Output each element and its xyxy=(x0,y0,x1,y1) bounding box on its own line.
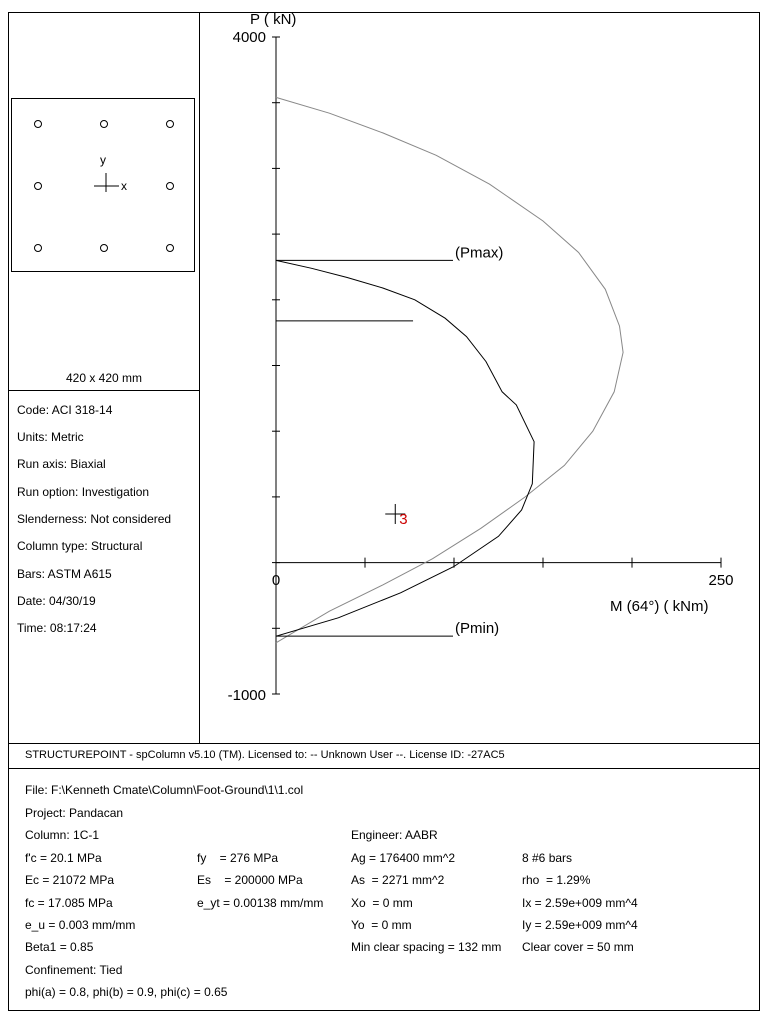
es-value: Es = 200000 MPa xyxy=(197,873,303,887)
rebar-icon xyxy=(35,245,42,252)
rho-value: rho = 1.29% xyxy=(522,873,591,887)
x-tick-label-zero: 0 xyxy=(271,572,281,589)
min-clear-spacing: Min clear spacing = 132 mm xyxy=(351,940,502,954)
ix-value: Ix = 2.59e+009 mm^4 xyxy=(522,896,638,910)
x-tick-label-max: 250 xyxy=(708,572,734,589)
project-name: Project: Pandacan xyxy=(25,806,124,820)
info-units: Units: Metric xyxy=(17,430,84,444)
xo-value: Xo = 0 mm xyxy=(351,896,413,910)
chart-axes xyxy=(272,37,721,694)
info-run-option: Run option: Investigation xyxy=(17,485,150,499)
yo-value: Yo = 0 mm xyxy=(351,918,412,932)
confinement-value: Confinement: Tied xyxy=(25,963,123,977)
chart-curves xyxy=(276,97,623,642)
section-svg xyxy=(12,99,196,273)
section-y-label: y xyxy=(100,153,106,167)
bars-count: 8 #6 bars xyxy=(522,851,573,865)
banner-top-divider xyxy=(8,743,760,744)
eyt-value: e_yt = 0.00138 mm/mm xyxy=(197,896,324,910)
x-axis-label: M (64°) ( kNm) xyxy=(610,598,709,615)
y-axis-label: P ( kN) xyxy=(250,12,297,28)
y-tick-label-bottom: -1000 xyxy=(227,687,266,704)
interaction-diagram xyxy=(200,12,760,743)
phi-values: phi(a) = 0.8, phi(b) = 0.9, phi(c) = 0.65 xyxy=(25,985,228,999)
engineer-name: Engineer: AABR xyxy=(351,828,438,842)
rebar-icon xyxy=(167,183,174,190)
ag-value: Ag = 176400 mm^2 xyxy=(351,851,456,865)
column-section-sketch xyxy=(11,98,195,272)
chart-marks xyxy=(276,244,503,637)
rebar-icon xyxy=(101,245,108,252)
info-code: Code: ACI 318-14 xyxy=(17,403,113,417)
as-value: As = 2271 mm^2 xyxy=(351,873,445,887)
load-point-label: 3 xyxy=(399,510,408,528)
ec-value: Ec = 21072 MPa xyxy=(25,873,115,887)
fc2-value: fc = 17.085 MPa xyxy=(25,896,113,910)
info-time: Time: 08:17:24 xyxy=(17,621,97,635)
info-column-type: Column type: Structural xyxy=(17,539,143,553)
fc-value: f'c = 20.1 MPa xyxy=(25,851,102,865)
clear-cover: Clear cover = 50 mm xyxy=(522,940,634,954)
file-path: File: F:\Kenneth Cmate\Column\Foot-Ground\1\1.col xyxy=(25,783,304,797)
beta1-value: Beta1 = 0.85 xyxy=(25,940,94,954)
section-info-divider xyxy=(8,390,199,391)
info-date: Date: 04/30/19 xyxy=(17,594,96,608)
fy-value: fy = 276 MPa xyxy=(197,851,279,865)
info-bars: Bars: ASTM A615 xyxy=(17,567,112,581)
column-id: Column: 1C-1 xyxy=(25,828,100,842)
rebar-icon xyxy=(167,245,174,252)
rebar-icon xyxy=(101,121,108,128)
rebar-icon xyxy=(35,121,42,128)
license-banner: STRUCTUREPOINT - spColumn v5.10 (TM). Licensed to: -- Unknown User --. License ID: -27AC5 xyxy=(25,749,505,761)
annotation-label: (Pmax) xyxy=(455,244,504,262)
y-tick-label-top: 4000 xyxy=(232,29,266,46)
rebar-icon xyxy=(35,183,42,190)
nominal-strength-curve xyxy=(276,97,623,642)
design-strength-curve xyxy=(276,260,534,636)
banner-bottom-divider xyxy=(8,768,760,769)
info-slenderness: Slenderness: Not considered xyxy=(17,512,172,526)
section-x-label: x xyxy=(121,179,127,193)
annotation-label: (Pmin) xyxy=(455,620,500,638)
eu-value: e_u = 0.003 mm/mm xyxy=(25,918,136,932)
iy-value: Iy = 2.59e+009 mm^4 xyxy=(522,918,638,932)
section-size-label: 420 x 420 mm xyxy=(65,371,143,385)
rebar-icon xyxy=(167,121,174,128)
info-run-axis: Run axis: Biaxial xyxy=(17,457,106,471)
